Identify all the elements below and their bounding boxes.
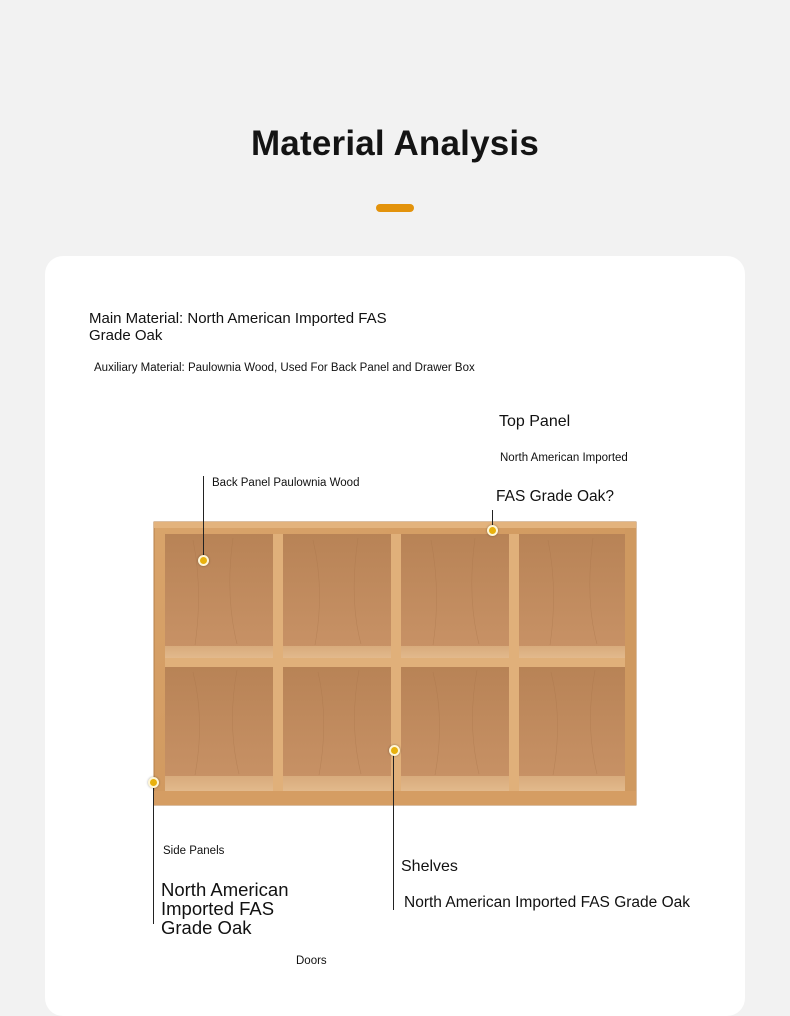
shelves-dot bbox=[389, 745, 400, 756]
top-panel-dot bbox=[487, 525, 498, 536]
auxiliary-material-text: Auxiliary Material: Paulownia Wood, Used For Back Panel and Drawer Box bbox=[94, 362, 475, 374]
top-panel-title: Top Panel bbox=[499, 413, 571, 430]
side-panel-dot bbox=[148, 777, 159, 788]
main-material-text: Main Material: North American Imported FAS Grade Oak bbox=[89, 310, 387, 344]
shelves-leader bbox=[393, 750, 394, 910]
top-panel-desc-line2: FAS Grade Oak? bbox=[496, 488, 615, 505]
shelves-title: Shelves bbox=[401, 858, 458, 875]
top-panel-desc-line1: North American Imported bbox=[500, 452, 628, 464]
back-panel-dot bbox=[198, 555, 209, 566]
bookcase-illustration bbox=[153, 520, 637, 806]
side-panels-title: Side Panels bbox=[163, 845, 225, 857]
side-panel-leader bbox=[153, 782, 154, 924]
side-panels-desc: North American Imported FAS Grade Oak bbox=[161, 879, 289, 938]
page-title: Material Analysis bbox=[250, 124, 540, 163]
shelves-desc: North American Imported FAS Grade Oak bbox=[404, 894, 691, 911]
title-accent-bar bbox=[376, 204, 414, 212]
doors-label: Doors bbox=[296, 955, 327, 967]
back-panel-label: Back Panel Paulownia Wood bbox=[212, 477, 360, 489]
back-panel-leader bbox=[203, 476, 204, 560]
